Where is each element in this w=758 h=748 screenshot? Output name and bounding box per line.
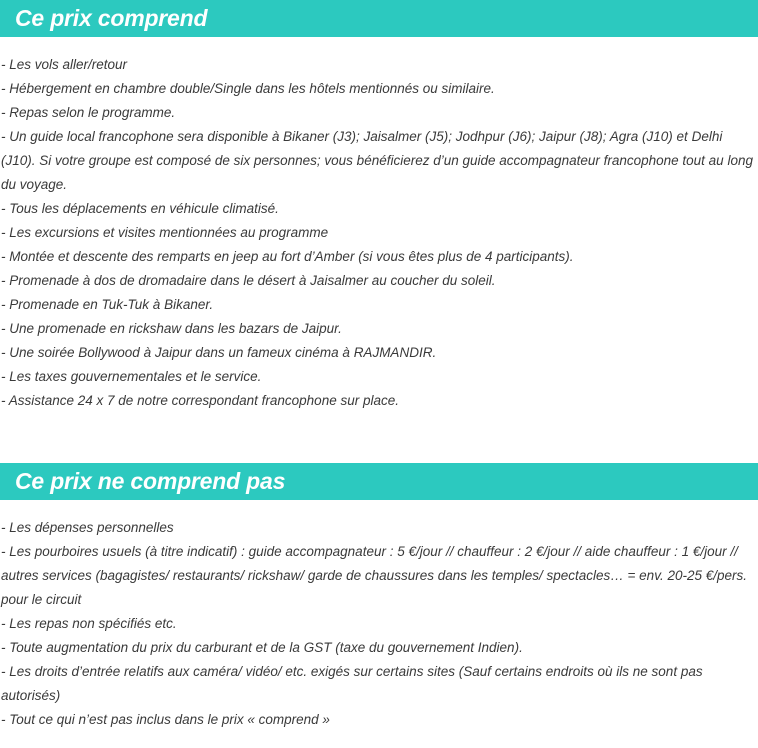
included-item: - Hébergement en chambre double/Single dans les hôtels mentionnés ou similaire. bbox=[1, 81, 495, 96]
excluded-header bbox=[0, 463, 758, 500]
included-item: - Un guide local francophone sera disponible à Bikaner (J3); Jaisalmer (J5); Jodhpur (J6); Jaipur (J8); Agra (J10) et Delhi (J10). Si votre groupe est composé de six personnes; vous bénéficierez d’un guide accompagnateur francophone tout au long du voyage. bbox=[1, 129, 753, 192]
included-list bbox=[0, 53, 758, 413]
excluded-item: - Tout ce qui n’est pas inclus dans le prix « comprend » bbox=[1, 712, 330, 727]
included-header bbox=[0, 0, 758, 37]
excluded-item: - Les repas non spécifiés etc. bbox=[1, 616, 177, 631]
excluded-title: Ce prix ne comprend pas bbox=[15, 468, 286, 494]
included-item: - Les vols aller/retour bbox=[1, 57, 128, 72]
excluded-list bbox=[0, 516, 758, 732]
included-item: - Les taxes gouvernementales et le service. bbox=[1, 369, 262, 384]
included-title: Ce prix comprend bbox=[15, 5, 208, 31]
excluded-section bbox=[0, 463, 758, 732]
included-item: - Tous les déplacements en véhicule climatisé. bbox=[1, 201, 279, 216]
included-item: - Montée et descente des remparts en jeep au fort d’Amber (si vous êtes plus de 4 participants). bbox=[1, 249, 574, 264]
included-item: - Repas selon le programme. bbox=[1, 105, 176, 120]
included-item: - Assistance 24 x 7 de notre correspondant francophone sur place. bbox=[1, 393, 399, 408]
included-item: - Promenade en Tuk-Tuk à Bikaner. bbox=[1, 297, 214, 312]
included-item: - Une promenade en rickshaw dans les bazars de Jaipur. bbox=[1, 321, 342, 336]
excluded-item: - Les dépenses personnelles bbox=[1, 520, 174, 535]
included-item: - Les excursions et visites mentionnées au programme bbox=[1, 225, 329, 240]
excluded-item: - Les pourboires usuels (à titre indicatif) : guide accompagnateur : 5 €/jour // chauffeur : 2 €/jour // aide chauffeur : 1 €/jour // autres services (bagagistes/ restaurants/ rickshaw/ garde de chaussures dans les temples/ spectacles… = env. 20-25 €/pers. pour le circuit bbox=[1, 544, 747, 607]
excluded-item: - Toute augmentation du prix du carburant et de la GST (taxe du gouvernement Indien). bbox=[1, 640, 523, 655]
included-item: - Promenade à dos de dromadaire dans le désert à Jaisalmer au coucher du soleil. bbox=[1, 273, 496, 288]
included-item: - Une soirée Bollywood à Jaipur dans un fameux cinéma à RAJMANDIR. bbox=[1, 345, 437, 360]
excluded-item: - Les droits d’entrée relatifs aux caméra/ vidéo/ etc. exigés sur certains sites (Sauf certains endroits où ils ne sont pas autorisés) bbox=[1, 664, 703, 703]
